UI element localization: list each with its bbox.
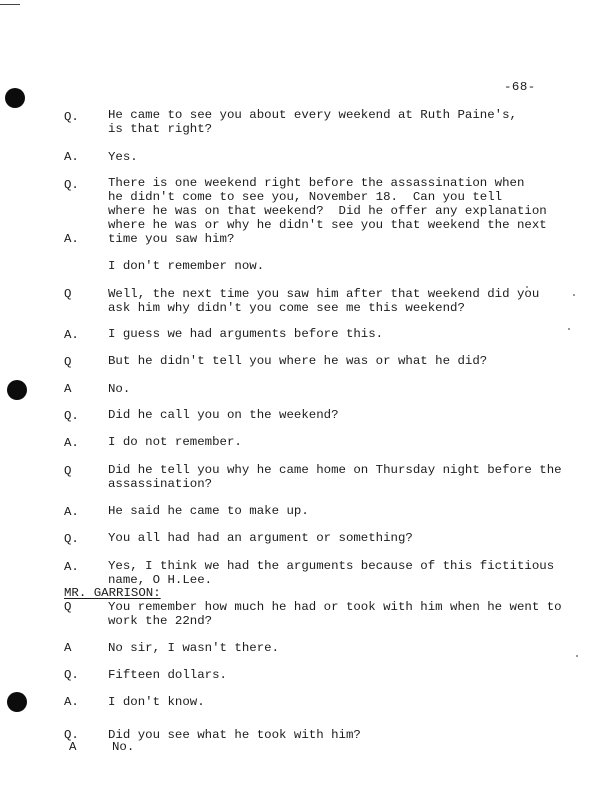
entry-label: A. bbox=[64, 436, 79, 450]
entry-line: Well, the next time you saw him after that weekend did you bbox=[108, 287, 540, 301]
entry-label: Q. bbox=[64, 110, 79, 124]
entry-label: A bbox=[64, 382, 72, 396]
entry-line: ask him why didn't you come see me this weekend? bbox=[108, 301, 465, 315]
entry-line: name, O H.Lee. bbox=[108, 573, 213, 587]
entry-label: A. bbox=[64, 232, 79, 246]
entry-line: You all had had an argument or something? bbox=[108, 531, 413, 545]
entry-line: No. bbox=[108, 382, 131, 396]
punch-hole-bottom bbox=[7, 692, 27, 712]
entry-line: time you saw him? bbox=[108, 232, 235, 246]
entry-line: Did you see what he took with him? bbox=[108, 728, 361, 742]
scan-speck bbox=[573, 294, 575, 296]
entry-line: assassination? bbox=[108, 477, 213, 491]
entry-line: I guess we had arguments before this. bbox=[108, 327, 384, 341]
entry-line: But he didn't tell you where he was or what he did? bbox=[108, 354, 488, 368]
speaker-label: MR. GARRISON: bbox=[64, 586, 161, 600]
entry-label: A bbox=[64, 641, 72, 655]
entry-label: Q. bbox=[64, 178, 79, 192]
scan-speck bbox=[568, 328, 570, 330]
entry-line: I don't know. bbox=[108, 695, 205, 709]
entry-line: he didn't come to see you, November 18. Can you tell bbox=[108, 190, 503, 204]
entry-label: Q. bbox=[64, 409, 79, 423]
entry-line: There is one weekend right before the assassination when bbox=[108, 176, 525, 190]
entry-line: work the 22nd? bbox=[108, 614, 213, 628]
entry-label: Q bbox=[64, 355, 72, 369]
punch-hole-top bbox=[5, 88, 25, 108]
entry-line: where he was or why he didn't see you that weekend the next bbox=[108, 218, 547, 232]
entry-label: A. bbox=[64, 150, 79, 164]
entry-label: A. bbox=[64, 328, 79, 342]
scan-speck bbox=[576, 655, 578, 657]
entry-label: A. bbox=[64, 695, 79, 709]
entry-label: A. bbox=[64, 505, 79, 519]
entry-label: A bbox=[69, 740, 77, 754]
entry-label: A. bbox=[64, 560, 79, 574]
entry-line: You remember how much he had or took with him when he went to bbox=[108, 600, 562, 614]
entry-label: Q. bbox=[64, 668, 79, 682]
entry-line: Did he call you on the weekend? bbox=[108, 408, 339, 422]
entry-line: He said he came to make up. bbox=[108, 504, 309, 518]
entry-line: where he was on that weekend? Did he offer any explanation bbox=[108, 204, 547, 218]
entry-label: Q. bbox=[64, 532, 79, 546]
entry-line: No sir, I wasn't there. bbox=[108, 641, 280, 655]
entry-label: Q bbox=[64, 600, 72, 614]
entry-line: is that right? bbox=[108, 122, 213, 136]
page-edge-mark bbox=[0, 4, 20, 5]
punch-hole-middle bbox=[7, 380, 27, 400]
entry-line: Yes. bbox=[108, 150, 138, 164]
entry-line: No. bbox=[112, 740, 135, 754]
entry-line: Yes, I think we had the arguments because of this fictitious bbox=[108, 559, 555, 573]
entry-line: Did he tell you why he came home on Thursday night before the bbox=[108, 463, 562, 477]
entry-label: Q bbox=[64, 464, 72, 478]
entry-label: Q. bbox=[64, 728, 79, 742]
entry-line: He came to see you about every weekend at Ruth Paine's, bbox=[108, 108, 517, 122]
entry-line: I do not remember. bbox=[108, 435, 242, 449]
entry-line: I don't remember now. bbox=[108, 259, 265, 273]
page-number: -68- bbox=[504, 80, 536, 94]
entry-label: Q bbox=[64, 287, 72, 301]
entry-line: Fifteen dollars. bbox=[108, 668, 227, 682]
